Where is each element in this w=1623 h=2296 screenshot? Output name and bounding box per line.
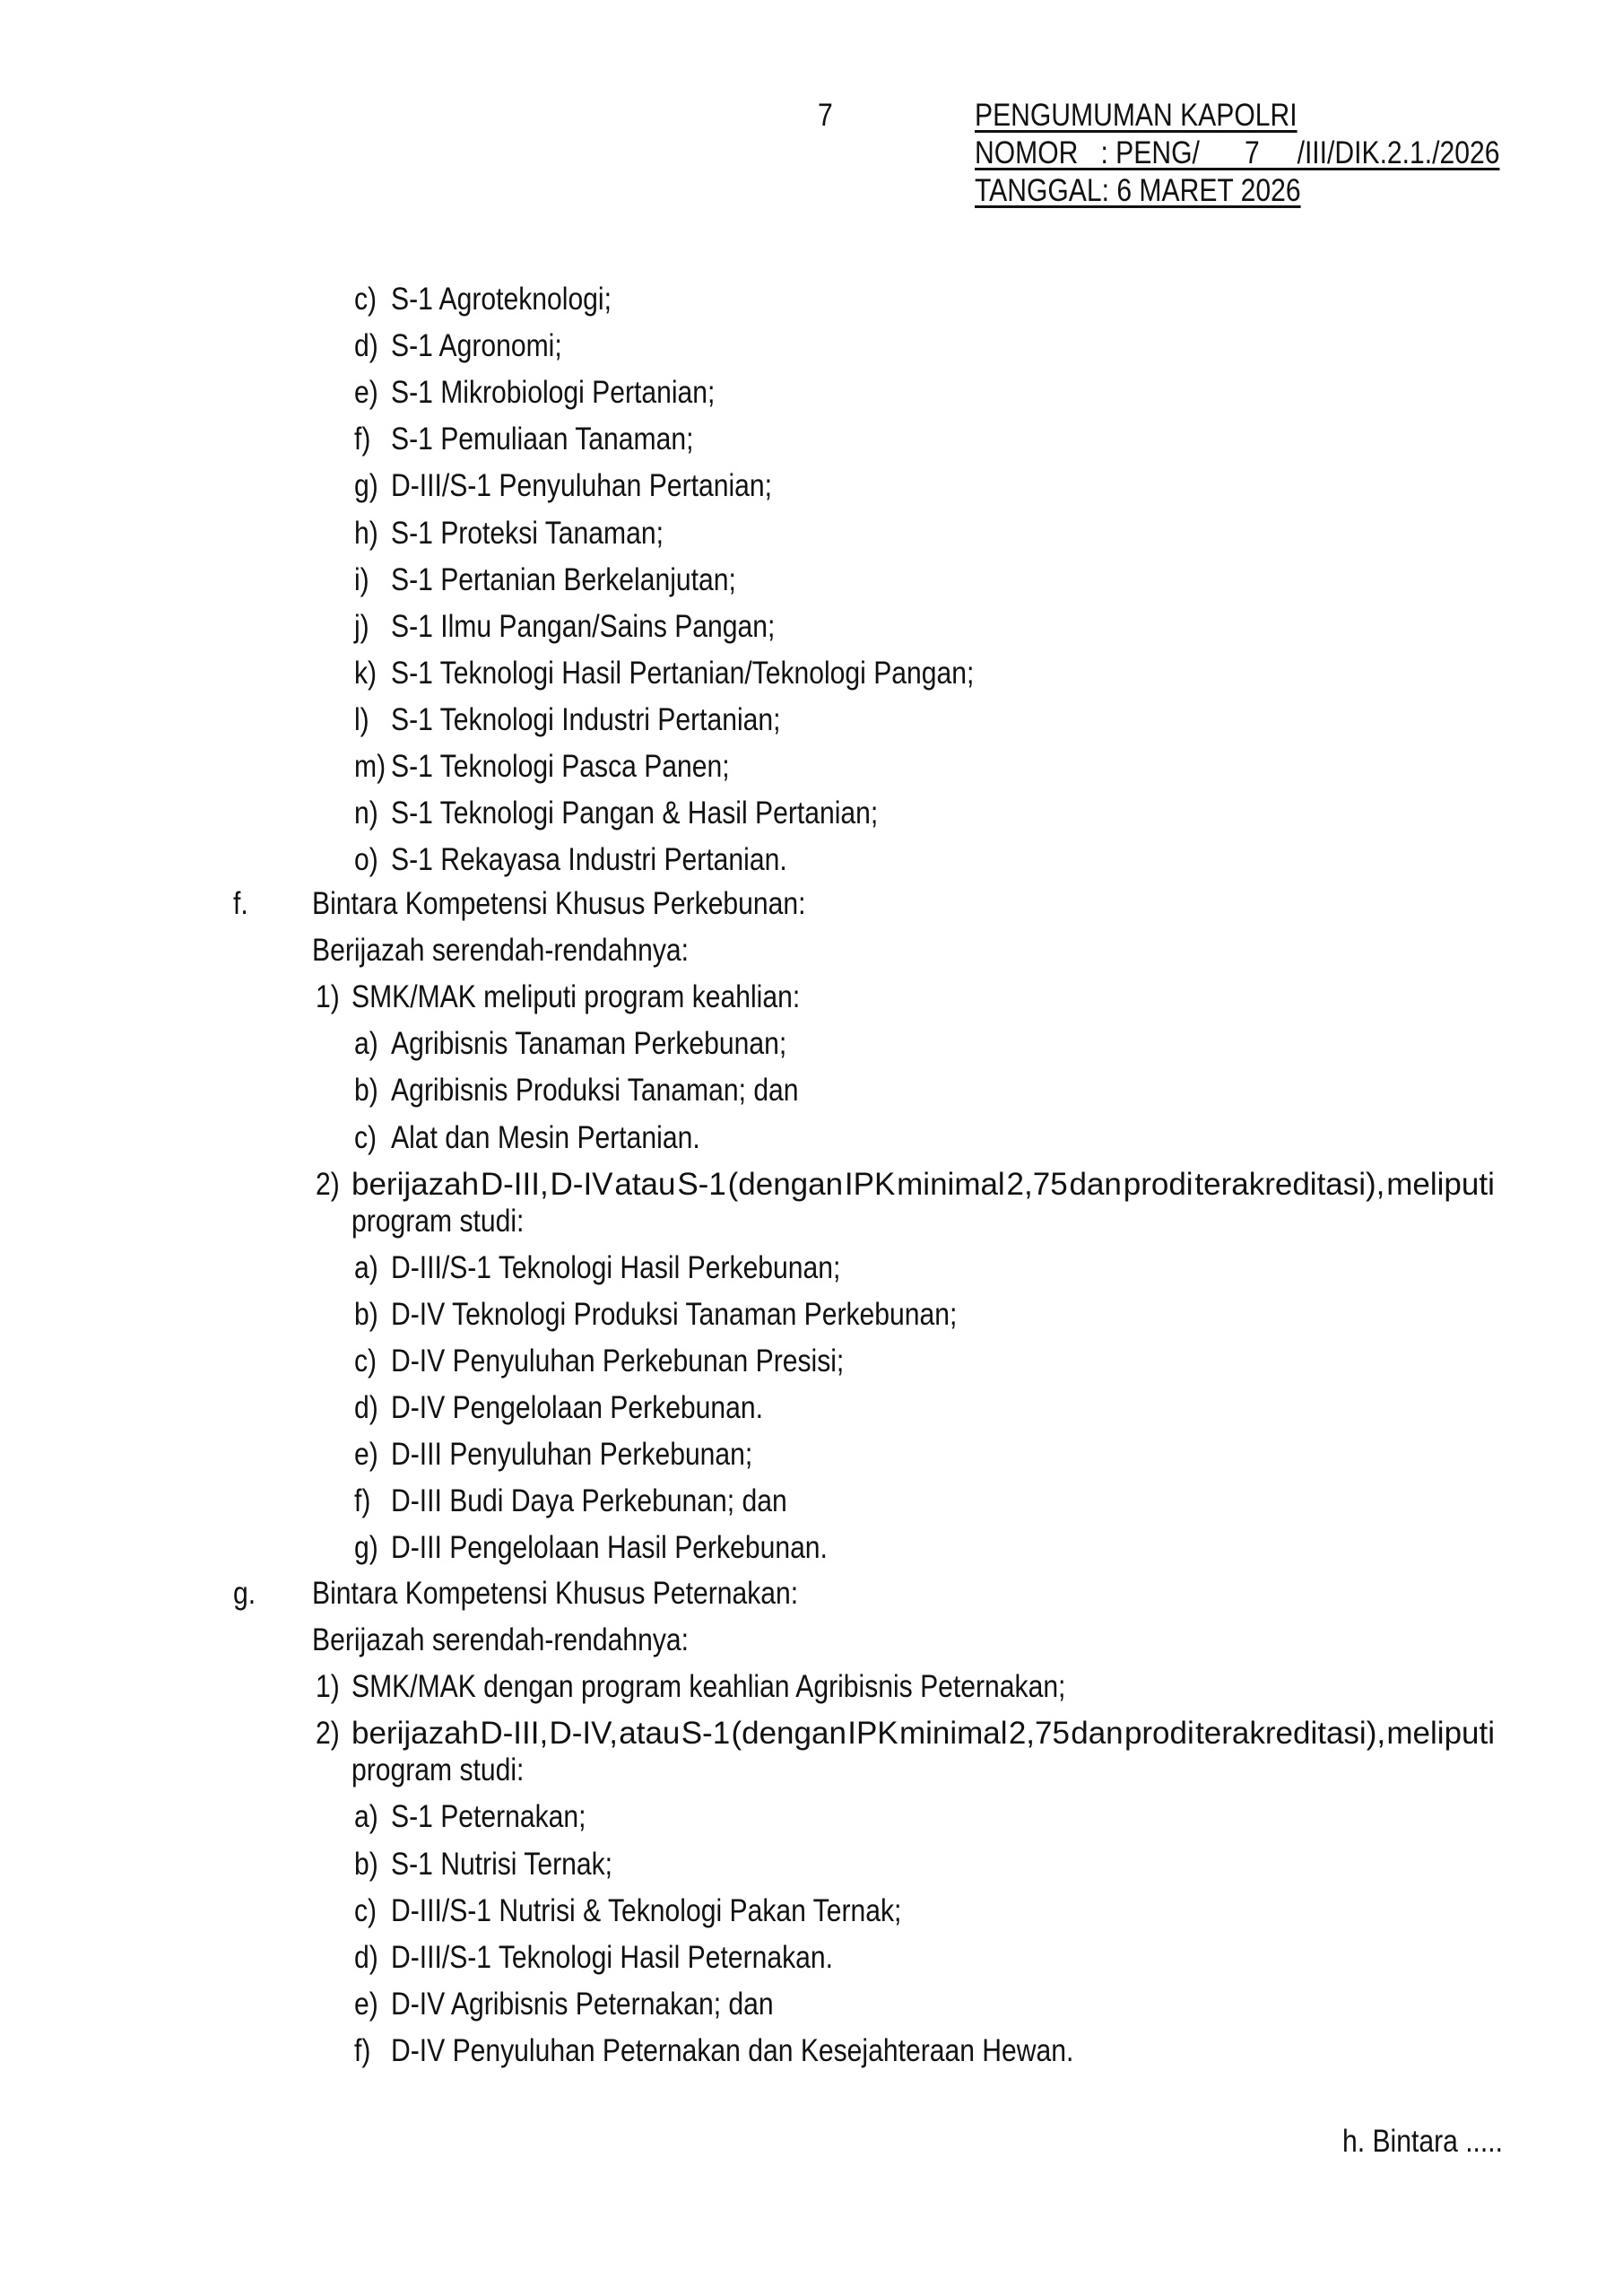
word: atau	[619, 1716, 681, 1752]
word: 2,75	[1006, 1166, 1068, 1202]
word: S-1	[677, 1166, 726, 1202]
section-f-title: Bintara Kompetensi Khusus Perkebunan:	[312, 886, 806, 921]
word: IPK	[847, 1716, 898, 1752]
word: minimal	[898, 1716, 1008, 1752]
list-item-text: S-1 Pemuliaan Tanaman;	[391, 422, 694, 457]
list-item-text: D-III/S-1 Penyuluhan Pertanian;	[391, 468, 772, 504]
list-item-marker: c)	[354, 282, 378, 317]
section-f-subtitle: Berijazah serendah-rendahnya:	[312, 933, 690, 969]
word: D-IV,	[549, 1716, 618, 1752]
section-f-marker: f.	[233, 886, 248, 921]
section-f-point-1-marker: 1)	[316, 979, 340, 1015]
section-f-point-2-continuation: program studi:	[352, 1203, 525, 1239]
section-f-point-1-text: SMK/MAK meliputi program keahlian:	[352, 979, 801, 1015]
list-item-marker: d)	[354, 1390, 378, 1425]
list-item-text: S-1 Teknologi Pasca Panen;	[391, 749, 730, 784]
section-g-marker: g.	[233, 1576, 256, 1611]
header-title: PENGUMUMAN KAPOLRI	[975, 98, 1298, 133]
header-nomor: NOMOR : PENG/ 7 /III/DIK.2.1./2026	[975, 135, 1500, 170]
list-item-marker: c)	[354, 1343, 378, 1378]
section-f-point-2-text	[352, 1167, 1495, 1203]
list-item-marker: c)	[354, 1119, 378, 1155]
list-item-text: S-1 Rekayasa Industri Pertanian.	[391, 842, 787, 878]
section-g-title: Bintara Kompetensi Khusus Peternakan:	[312, 1576, 799, 1611]
list-item-text: D-III/S-1 Teknologi Hasil Perkebunan;	[391, 1249, 841, 1285]
list-item-marker: j)	[354, 608, 369, 644]
list-item-marker: e)	[354, 1986, 378, 2022]
word: berijazah	[352, 1716, 480, 1752]
section-g-point-1-marker: 1)	[316, 1669, 340, 1705]
list-item-text: S-1 Agronomi;	[391, 328, 562, 364]
section-g-subtitle: Berijazah serendah-rendahnya:	[312, 1622, 690, 1658]
word: S-1	[681, 1716, 731, 1752]
list-item-marker: g)	[354, 1530, 378, 1566]
list-item-text: D-IV Teknologi Produksi Tanaman Perkebunan;	[391, 1296, 958, 1332]
list-item-text: S-1 Teknologi Hasil Pertanian/Teknologi Pangan;	[391, 655, 975, 691]
list-item-marker: b)	[354, 1846, 378, 1882]
list-item-text: S-1 Teknologi Pangan & Hasil Pertanian;	[391, 796, 879, 831]
section-g-point-1-text: SMK/MAK dengan program keahlian Agribisnis Peternakan;	[352, 1669, 1066, 1705]
page-number: 7	[818, 98, 833, 133]
word: IPK	[844, 1166, 896, 1202]
list-item-marker: m)	[354, 749, 386, 784]
list-item-text: D-IV Pengelolaan Perkebunan.	[391, 1390, 764, 1425]
section-g-point-2-continuation: program studi:	[352, 1752, 525, 1788]
list-item-text: Agribisnis Produksi Tanaman; dan	[391, 1073, 799, 1109]
list-item-text: S-1 Peternakan;	[391, 1799, 586, 1835]
list-item-marker: f)	[354, 422, 371, 457]
word: atau	[614, 1166, 676, 1202]
word: terakreditasi),	[1194, 1166, 1385, 1202]
word: berijazah	[352, 1166, 480, 1202]
list-item-text: D-III Budi Daya Perkebunan; dan	[391, 1483, 787, 1519]
list-item-marker: d)	[354, 1939, 378, 1975]
list-item-marker: d)	[354, 328, 378, 364]
word: minimal	[897, 1166, 1005, 1202]
word: meliputi	[1386, 1166, 1495, 1202]
list-item-text: S-1 Nutrisi Ternak;	[391, 1846, 613, 1882]
list-item-text: S-1 Agroteknologi;	[391, 282, 612, 317]
list-item-text: Agribisnis Tanaman Perkebunan;	[391, 1026, 787, 1062]
list-item-marker: b)	[354, 1296, 378, 1332]
list-item-marker: a)	[354, 1249, 378, 1285]
list-item-marker: b)	[354, 1073, 378, 1109]
word: terakreditasi),	[1195, 1716, 1386, 1752]
word: meliputi	[1386, 1716, 1495, 1752]
list-item-text: D-IV Penyuluhan Perkebunan Presisi;	[391, 1343, 845, 1378]
list-item-text: S-1 Ilmu Pangan/Sains Pangan;	[391, 608, 776, 644]
list-item-marker: k)	[354, 655, 378, 691]
word: (dengan	[731, 1716, 846, 1752]
word: (dengan	[727, 1166, 844, 1202]
header-tanggal: TANGGAL: 6 MARET 2026	[975, 173, 1301, 208]
word: D-III,	[480, 1166, 549, 1202]
list-item-marker: f)	[354, 2032, 371, 2068]
list-item-text: S-1 Proteksi Tanaman;	[391, 515, 664, 551]
list-item-marker: a)	[354, 1026, 378, 1062]
list-item-text: S-1 Pertanian Berkelanjutan;	[391, 561, 736, 597]
section-g-point-2-marker: 2)	[316, 1716, 340, 1752]
list-item-marker: i)	[354, 561, 369, 597]
word: D-III,	[480, 1716, 549, 1752]
word: prodi	[1123, 1166, 1193, 1202]
list-item-marker: a)	[354, 1799, 378, 1835]
list-item-marker: o)	[354, 842, 378, 878]
list-item-text: D-IV Agribisnis Peternakan; dan	[391, 1986, 774, 2022]
section-f-point-2-marker: 2)	[316, 1166, 340, 1202]
list-item-marker: h)	[354, 515, 378, 551]
word: dan	[1069, 1166, 1122, 1202]
word: D-IV	[550, 1166, 613, 1202]
list-item-marker: f)	[354, 1483, 371, 1519]
list-item-text: D-III Pengelolaan Hasil Perkebunan.	[391, 1530, 828, 1566]
list-item-text: D-III/S-1 Nutrisi & Teknologi Pakan Ternak;	[391, 1892, 902, 1928]
list-item-text: S-1 Teknologi Industri Pertanian;	[391, 701, 781, 737]
list-item-marker: l)	[354, 701, 369, 737]
list-item-text: Alat dan Mesin Pertanian.	[391, 1119, 700, 1155]
list-item-text: D-III Penyuluhan Perkebunan;	[391, 1437, 753, 1473]
list-item-text: D-IV Penyuluhan Peternakan dan Kesejahteraan Hewan.	[391, 2032, 1074, 2068]
list-item-marker: e)	[354, 1437, 378, 1473]
word: 2,75	[1008, 1716, 1070, 1752]
word: dan	[1071, 1716, 1124, 1752]
list-item-marker: e)	[354, 375, 378, 411]
list-item-marker: n)	[354, 796, 378, 831]
list-item-marker: c)	[354, 1892, 378, 1928]
section-g-point-2-text	[352, 1716, 1495, 1752]
list-item-text: D-III/S-1 Teknologi Hasil Peternakan.	[391, 1939, 833, 1975]
word: prodi	[1124, 1716, 1194, 1752]
next-page-continuation: h. Bintara .....	[1342, 2124, 1504, 2159]
list-item-text: S-1 Mikrobiologi Pertanian;	[391, 375, 716, 411]
list-item-marker: g)	[354, 468, 378, 504]
